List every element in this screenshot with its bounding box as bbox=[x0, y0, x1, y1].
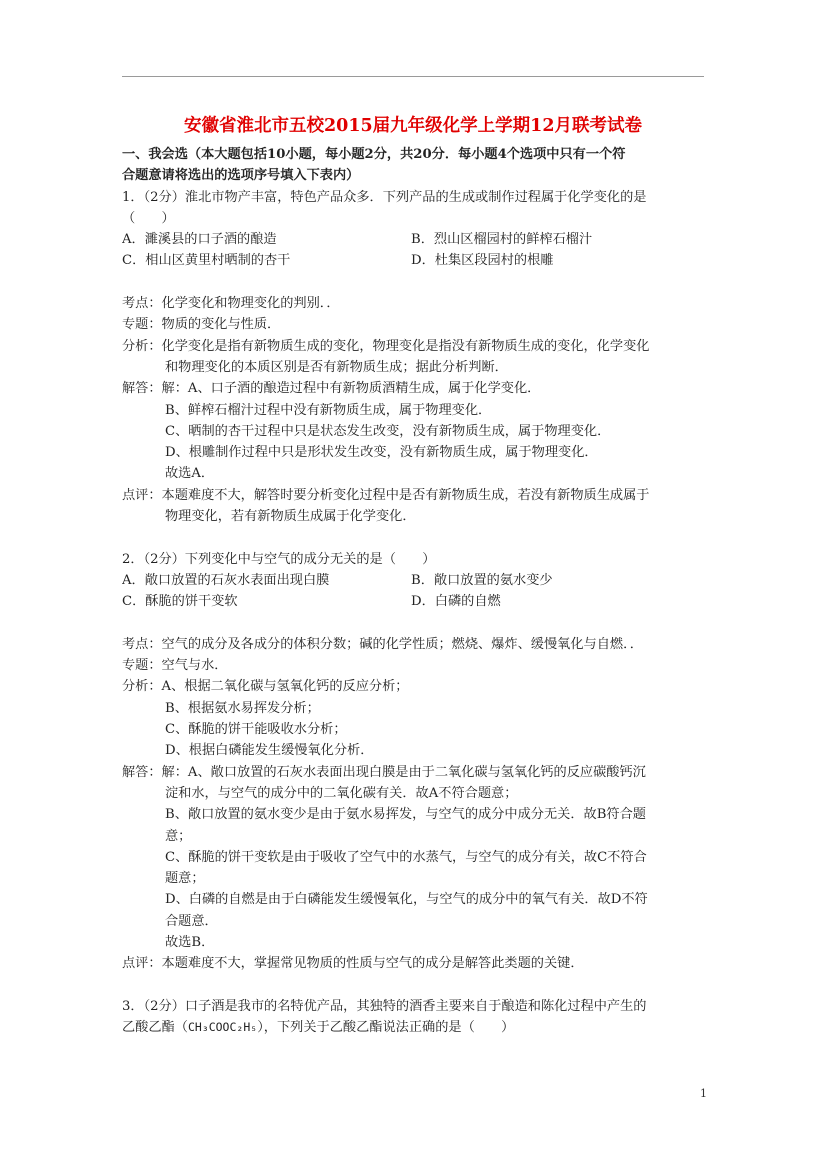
q2-fenxi: B、根据氨水易挥发分析； bbox=[165, 700, 320, 716]
q1-option-c: C．相山区黄里村晒制的杏干 bbox=[122, 253, 291, 269]
q1-stem: 1．（2分）淮北市物产丰富，特色产品众多．下列产品的生成或制作过程属于化学变化的是 bbox=[122, 189, 647, 205]
q2-fenxi: C、酥脆的饼干能吸收水分析； bbox=[165, 722, 347, 738]
page-title: 安徽省淮北市五校2015届九年级化学上学期12月联考试卷 bbox=[183, 116, 643, 136]
q1-dianping: 物理变化，若有新物质生成属于化学变化． bbox=[165, 509, 416, 525]
q2-dianping: 点评：本题难度不大，掌握常见物质的性质与空气的成分是解答此类题的关键． bbox=[122, 956, 584, 972]
q2-stem: 2．（2分）下列变化中与空气的成分无关的是（ ） bbox=[122, 551, 436, 567]
q3-stem-suffix: ），下列关于乙酸乙酯说法正确的是（ ） bbox=[257, 1020, 515, 1036]
q2-jieda: B、敞口放置的氨水变少是由于氨水易挥发，与空气的成分中成分无关．故B符合题 bbox=[165, 807, 646, 823]
q1-jieda: D、根雕制作过程中只是形状发生改变，没有新物质生成，属于物理变化． bbox=[165, 445, 598, 461]
q1-option-a: A．濉溪县的口子酒的酿造 bbox=[122, 232, 277, 248]
q2-jieda: 合题意． bbox=[165, 913, 218, 929]
q2-fenxi: D、根据白磷能发生缓慢氧化分析． bbox=[165, 743, 374, 759]
q2-options-row bbox=[122, 570, 712, 591]
section-heading-line: 一、我会选（本大题包括10小题，每小题2分，共20分．每小题4个选项中只有一个符 bbox=[122, 147, 626, 162]
q2-jieda: 淀和水，与空气的成分中的二氧化碳有关．故A不符合题意； bbox=[165, 785, 518, 801]
q1-option-d: D．杜集区段园村的根雕 bbox=[411, 253, 554, 269]
q1-kaodian: 考点：化学变化和物理变化的判别．． bbox=[122, 296, 340, 312]
q2-option-d: D．白磷的自燃 bbox=[411, 594, 501, 610]
q1-options-row bbox=[122, 250, 712, 271]
document-body bbox=[122, 144, 712, 1038]
q2-option-b: B．敞口放置的氨水变少 bbox=[411, 572, 553, 588]
q1-stem: （ ） bbox=[122, 210, 175, 226]
page-number: 1 bbox=[700, 1087, 707, 1100]
q2-jieda: D、白磷的自燃是由于白磷能发生缓慢氧化，与空气的成分中的氧气有关．故D不符 bbox=[165, 892, 648, 908]
q1-jieda: 故选A． bbox=[165, 466, 215, 482]
q2-options-row bbox=[122, 591, 712, 612]
q2-jieda: 意； bbox=[165, 828, 192, 844]
q1-zhuanti: 专题：物质的变化与性质． bbox=[122, 317, 281, 333]
header-rule bbox=[122, 76, 704, 77]
q1-fenxi: 和物理变化的本质区别是否有新物质生成；据此分析判断． bbox=[165, 359, 508, 375]
section-heading-line: 合题意请将选出的选项序号填入下表内） bbox=[122, 168, 360, 184]
q3-stem bbox=[122, 1017, 712, 1038]
q2-jieda: 题意； bbox=[165, 871, 205, 887]
q1-option-b: B．烈山区榴园村的鲜榨石榴汁 bbox=[411, 232, 593, 248]
q2-kaodian: 考点：空气的成分及各成分的体积分数；碱的化学性质；燃烧、爆炸、缓慢氧化与自燃．． bbox=[122, 636, 643, 652]
q1-dianping: 点评：本题难度不大，解答时要分析变化过程中是否有新物质生成，若没有新物质生成属于 bbox=[122, 487, 650, 503]
q3-formula: CH₃COOC₂H₅ bbox=[187, 1020, 258, 1035]
q2-jieda: 故选B． bbox=[165, 934, 215, 950]
q1-jieda: B、鲜榨石榴汁过程中没有新物质生成，属于物理变化． bbox=[165, 402, 492, 418]
q3-stem: 3．（2分）口子酒是我市的名特优产品，其独特的酒香主要来自于酿造和陈化过程中产生的 bbox=[122, 998, 647, 1014]
q1-jieda: C、晒制的杏干过程中只是状态发生改变，没有新物质生成，属于物理变化． bbox=[165, 423, 611, 439]
q2-option-a: A．敞口放置的石灰水表面出现白膜 bbox=[122, 572, 330, 588]
q1-fenxi: 分析：化学变化是指有新物质生成的变化，物理变化是指没有新物质生成的变化，化学变化 bbox=[122, 338, 650, 354]
q2-jieda: C、酥脆的饼干变软是由于吸收了空气中的水蒸气，与空气的成分有关，故C不符合 bbox=[165, 849, 647, 865]
q2-fenxi: 分析：A、根据二氧化碳与氢氧化钙的反应分析； bbox=[122, 679, 409, 695]
q1-options-row bbox=[122, 229, 712, 250]
q2-option-c: C．酥脆的饼干变软 bbox=[122, 594, 238, 610]
q2-jieda: 解答：解：A、敞口放置的石灰水表面出现白膜是由于二氧化碳与氢氧化钙的反应碳酸钙沉 bbox=[122, 764, 646, 780]
q3-stem-prefix: 乙酸乙酯（ bbox=[122, 1020, 188, 1036]
q2-zhuanti: 专题：空气与水． bbox=[122, 658, 228, 674]
q1-jieda: 解答：解：A、口子酒的酿造过程中有新物质酒精生成，属于化学变化． bbox=[122, 381, 541, 397]
